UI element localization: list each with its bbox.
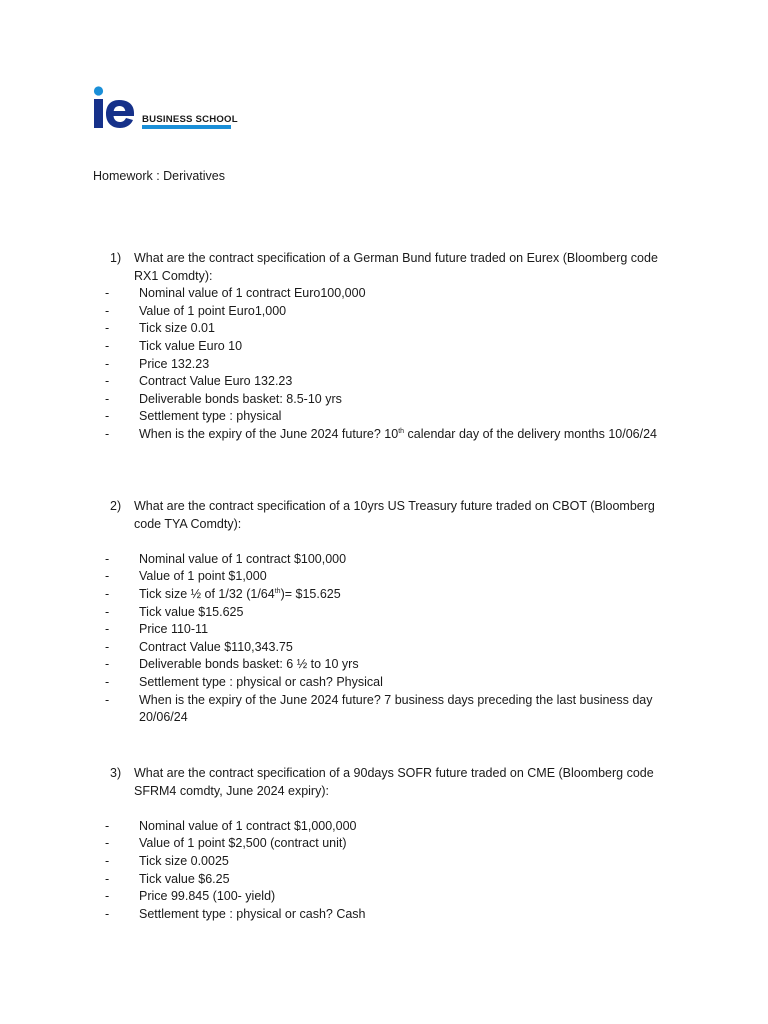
answer-text: Nominal value of 1 contract Euro100,000 bbox=[139, 286, 366, 301]
bullet-dash: - bbox=[105, 586, 110, 601]
answer-item bbox=[105, 621, 690, 639]
spacer bbox=[110, 800, 690, 818]
answer-text-part: calendar day of the delivery months 10/06/24 bbox=[404, 426, 657, 441]
question-heading bbox=[110, 765, 690, 800]
answer-item bbox=[105, 604, 690, 622]
answer-text: Price 99.845 (100- yield) bbox=[139, 889, 276, 904]
answer-text: Tick value $15.625 bbox=[139, 604, 244, 619]
bullet-dash: - bbox=[105, 409, 110, 424]
answer-item bbox=[105, 303, 690, 321]
answer-item bbox=[105, 906, 690, 924]
answer-text: Settlement type : physical or cash? Cash bbox=[139, 906, 366, 921]
answer-text: Value of 1 point Euro1,000 bbox=[139, 303, 287, 318]
answer-text: When is the expiry of the June 2024 future? 7 business days preceding the last business day 20/06/24 bbox=[139, 692, 653, 725]
answer-item bbox=[105, 835, 690, 853]
bullet-dash: - bbox=[105, 551, 110, 566]
answer-text: Contract Value $110,343.75 bbox=[139, 639, 293, 654]
logo-underline bbox=[142, 125, 231, 129]
bullet-dash: - bbox=[105, 356, 110, 371]
bullet-dash: - bbox=[105, 639, 110, 654]
answer-item bbox=[105, 408, 690, 426]
answer-text: Price 132.23 bbox=[139, 356, 210, 371]
answer-item bbox=[105, 391, 690, 409]
answer-item bbox=[105, 320, 690, 338]
bullet-dash: - bbox=[105, 674, 110, 689]
answer-text: Tick value Euro 10 bbox=[139, 338, 243, 353]
answer-list bbox=[105, 818, 690, 924]
question-text: What are the contract specification of a 90days SOFR future traded on CME (Bloomberg code SFRM4 comdty, June 2024 expiry): bbox=[134, 766, 654, 798]
bullet-dash: - bbox=[105, 836, 110, 851]
answer-text: Settlement type : physical or cash? Physical bbox=[139, 674, 383, 689]
bullet-dash: - bbox=[105, 604, 110, 619]
answer-text: Nominal value of 1 contract $1,000,000 bbox=[139, 818, 357, 833]
answer-item bbox=[105, 568, 690, 586]
answer-text: Value of 1 point $1,000 bbox=[139, 569, 267, 584]
question-number: 3) bbox=[110, 766, 122, 780]
answer-item bbox=[105, 551, 690, 569]
bullet-dash: - bbox=[105, 286, 110, 301]
answer-text: Value of 1 point $2,500 (contract unit) bbox=[139, 836, 347, 851]
question-text: What are the contract specification of a 10yrs US Treasury future traded on CBOT (Bloomberg code TYA Comdty): bbox=[134, 499, 655, 531]
ie-logo-mark bbox=[93, 86, 137, 130]
answer-text: Tick value $6.25 bbox=[139, 871, 230, 886]
question-number: 2) bbox=[110, 499, 122, 513]
ie-business-school-logo bbox=[93, 86, 238, 132]
answer-item bbox=[105, 656, 690, 674]
bullet-dash: - bbox=[105, 426, 110, 441]
answer-item bbox=[105, 871, 690, 889]
answer-item bbox=[105, 338, 690, 356]
ordinal-superscript: th bbox=[398, 427, 405, 435]
bullet-dash: - bbox=[105, 569, 110, 584]
document-title: Homework : Derivatives bbox=[93, 169, 225, 183]
bullet-dash: - bbox=[105, 657, 110, 672]
answer-text-part: When is the expiry of the June 2024 future? 10 bbox=[139, 426, 399, 441]
bullet-dash: - bbox=[105, 889, 110, 904]
answer-text: Deliverable bonds basket: 6 ½ to 10 yrs bbox=[139, 657, 359, 672]
answer-item bbox=[105, 818, 690, 836]
bullet-dash: - bbox=[105, 338, 110, 353]
logo-text: BUSINESS SCHOOL bbox=[142, 114, 238, 125]
question-block bbox=[105, 498, 690, 727]
answer-item bbox=[105, 356, 690, 374]
answer-list bbox=[105, 551, 690, 727]
bullet-dash: - bbox=[105, 906, 110, 921]
question-text: What are the contract specification of a German Bund future traded on Eurex (Bloomberg code RX1 Comdty): bbox=[134, 251, 658, 283]
answer-text: Tick size 0.0025 bbox=[139, 853, 229, 868]
answer-text-part: )= $15.625 bbox=[280, 586, 341, 601]
spacer bbox=[110, 533, 690, 551]
answer-item bbox=[105, 853, 690, 871]
bullet-dash: - bbox=[105, 321, 110, 336]
bullet-dash: - bbox=[105, 374, 110, 389]
question-heading bbox=[110, 498, 690, 533]
bullet-dash: - bbox=[105, 622, 110, 637]
bullet-dash: - bbox=[105, 871, 110, 886]
bullet-dash: - bbox=[105, 303, 110, 318]
answer-item bbox=[105, 285, 690, 303]
question-number: 1) bbox=[110, 251, 122, 265]
answer-item bbox=[105, 373, 690, 391]
answer-item bbox=[105, 586, 690, 604]
answer-text-part: Tick size ½ of 1/32 (1/64 bbox=[139, 586, 275, 601]
bullet-dash: - bbox=[105, 391, 110, 406]
question-block bbox=[105, 250, 690, 444]
answer-text: Nominal value of 1 contract $100,000 bbox=[139, 551, 347, 566]
bullet-dash: - bbox=[105, 853, 110, 868]
answer-item bbox=[105, 888, 690, 906]
bullet-dash: - bbox=[105, 818, 110, 833]
answer-item bbox=[105, 674, 690, 692]
question-block bbox=[105, 765, 690, 923]
answer-text bbox=[139, 426, 684, 444]
ordinal-superscript: th bbox=[274, 587, 281, 595]
answer-list bbox=[105, 285, 690, 443]
answer-text: Tick size 0.01 bbox=[139, 321, 215, 336]
answer-text: Deliverable bonds basket: 8.5-10 yrs bbox=[139, 391, 342, 406]
answer-item bbox=[105, 639, 690, 657]
answer-text: Contract Value Euro 132.23 bbox=[139, 374, 293, 389]
question-heading bbox=[110, 250, 690, 285]
answer-text: Settlement type : physical bbox=[139, 409, 282, 424]
answer-text bbox=[139, 586, 684, 604]
answer-text: Price 110-11 bbox=[139, 622, 209, 637]
answer-item bbox=[105, 692, 690, 727]
bullet-dash: - bbox=[105, 692, 110, 707]
answer-item bbox=[105, 426, 690, 444]
